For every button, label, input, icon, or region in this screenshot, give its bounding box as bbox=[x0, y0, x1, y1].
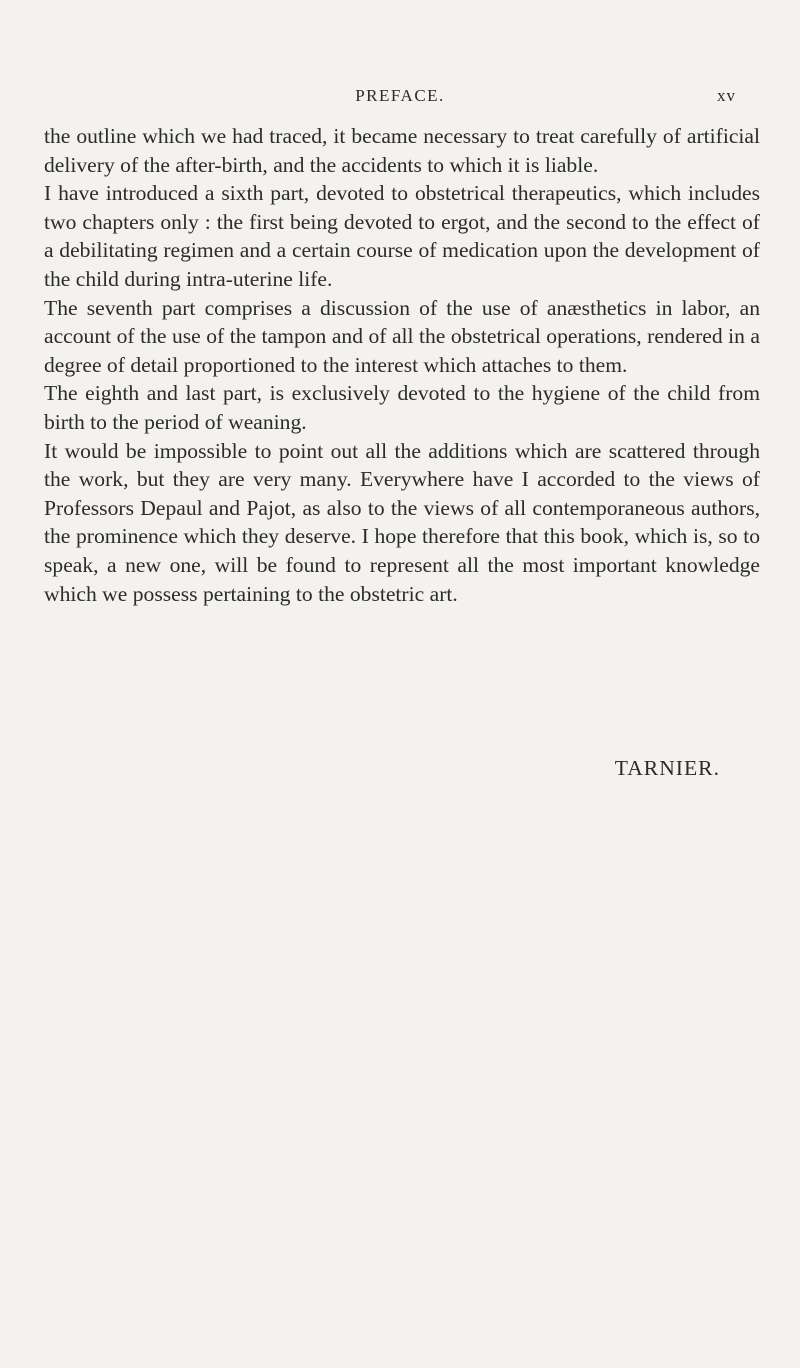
paragraph: the outline which we had traced, it became necessary to treat carefully of artificial delivery of the after-birth, and the accidents to which it is liable. bbox=[44, 124, 760, 177]
running-head bbox=[0, 86, 800, 110]
page-number: xv bbox=[717, 86, 736, 105]
author-signature: TARNIER. bbox=[614, 756, 720, 780]
paragraph: I have introduced a sixth part, devoted to obstetrical therapeutics, which includes two chapters only : the first being devoted to ergot, and the second to the effect of a debilitating regimen and a certain course of medication upon the development of the child during intra-uterine life. bbox=[44, 181, 760, 291]
body-text bbox=[44, 122, 760, 608]
page-title: PREFACE. bbox=[355, 86, 445, 105]
paragraph: The eighth and last part, is exclusively devoted to the hygiene of the child from birth to the period of weaning. bbox=[44, 381, 760, 434]
paragraph: It would be impossible to point out all the additions which are scattered through the work, but they are very many. Everywhere have I accorded to the views of Professors Depaul and Pajot, as also to the views of all contemporaneous authors, the prominence which they deserve. I hope therefore that this book, which is, so to speak, a new one, will be found to represent all the most important knowledge which we possess pertaining to the obstetric art. bbox=[44, 438, 760, 606]
paragraph: The seventh part comprises a discussion of the use of anæsthetics in labor, an account of the use of the tampon and of all the obstetrical operations, rendered in a degree of detail proportioned to the interest which attaches to them. bbox=[44, 295, 760, 377]
